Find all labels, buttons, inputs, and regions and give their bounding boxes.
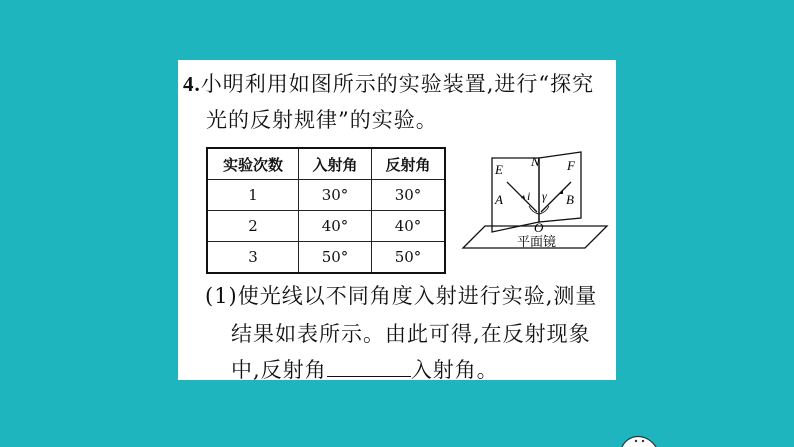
question-stem-line1 bbox=[183, 68, 594, 98]
label-f: F bbox=[567, 158, 575, 173]
label-b: B bbox=[566, 192, 574, 207]
cell-incidence: 50° bbox=[299, 242, 372, 274]
table-row bbox=[207, 180, 445, 211]
header-reflection: 反射角 bbox=[372, 148, 446, 180]
label-o: O bbox=[534, 220, 544, 235]
angle-gamma-arc bbox=[539, 206, 549, 214]
label-a: A bbox=[495, 192, 503, 207]
label-n: N bbox=[531, 154, 540, 169]
header-trial: 实验次数 bbox=[207, 148, 299, 180]
decorative-doodle-icon bbox=[620, 432, 660, 447]
label-i: i bbox=[527, 189, 531, 203]
results-table bbox=[206, 147, 446, 274]
cell-trial: 3 bbox=[207, 242, 299, 274]
cell-reflection: 50° bbox=[372, 242, 446, 274]
table-row bbox=[207, 242, 445, 274]
mirror-label: 平面镜 bbox=[517, 235, 557, 250]
cell-reflection: 30° bbox=[372, 180, 446, 211]
table-header-row bbox=[207, 148, 445, 180]
question-stem-line2: 光的反射规律”的实验。 bbox=[206, 108, 438, 132]
cell-incidence: 40° bbox=[299, 211, 372, 242]
table-row bbox=[207, 211, 445, 242]
angle-i-arc bbox=[529, 206, 539, 214]
stem-text-1: 小明利用如图所示的实验装置,进行“探究 bbox=[200, 72, 595, 96]
cell-trial: 2 bbox=[207, 211, 299, 242]
part1-line2: 结果如表所示。由此可得,在反射现象 bbox=[231, 322, 591, 346]
answer-blank[interactable] bbox=[327, 358, 411, 377]
cell-trial: 1 bbox=[207, 180, 299, 211]
part1-line3-after: 入射角。 bbox=[410, 358, 499, 382]
cell-reflection: 40° bbox=[372, 211, 446, 242]
header-incidence: 入射角 bbox=[299, 148, 372, 180]
label-e: E bbox=[495, 162, 503, 177]
question-number: 4. bbox=[183, 72, 201, 96]
part1-line1: (1)使光线以不同角度入射进行实验,测量 bbox=[205, 284, 598, 308]
mirror-experiment-diagram bbox=[455, 148, 615, 258]
part1-line3 bbox=[231, 354, 499, 384]
part1-line3-before: 中,反射角 bbox=[231, 358, 327, 382]
label-gamma: γ bbox=[542, 189, 547, 203]
cell-incidence: 30° bbox=[299, 180, 372, 211]
